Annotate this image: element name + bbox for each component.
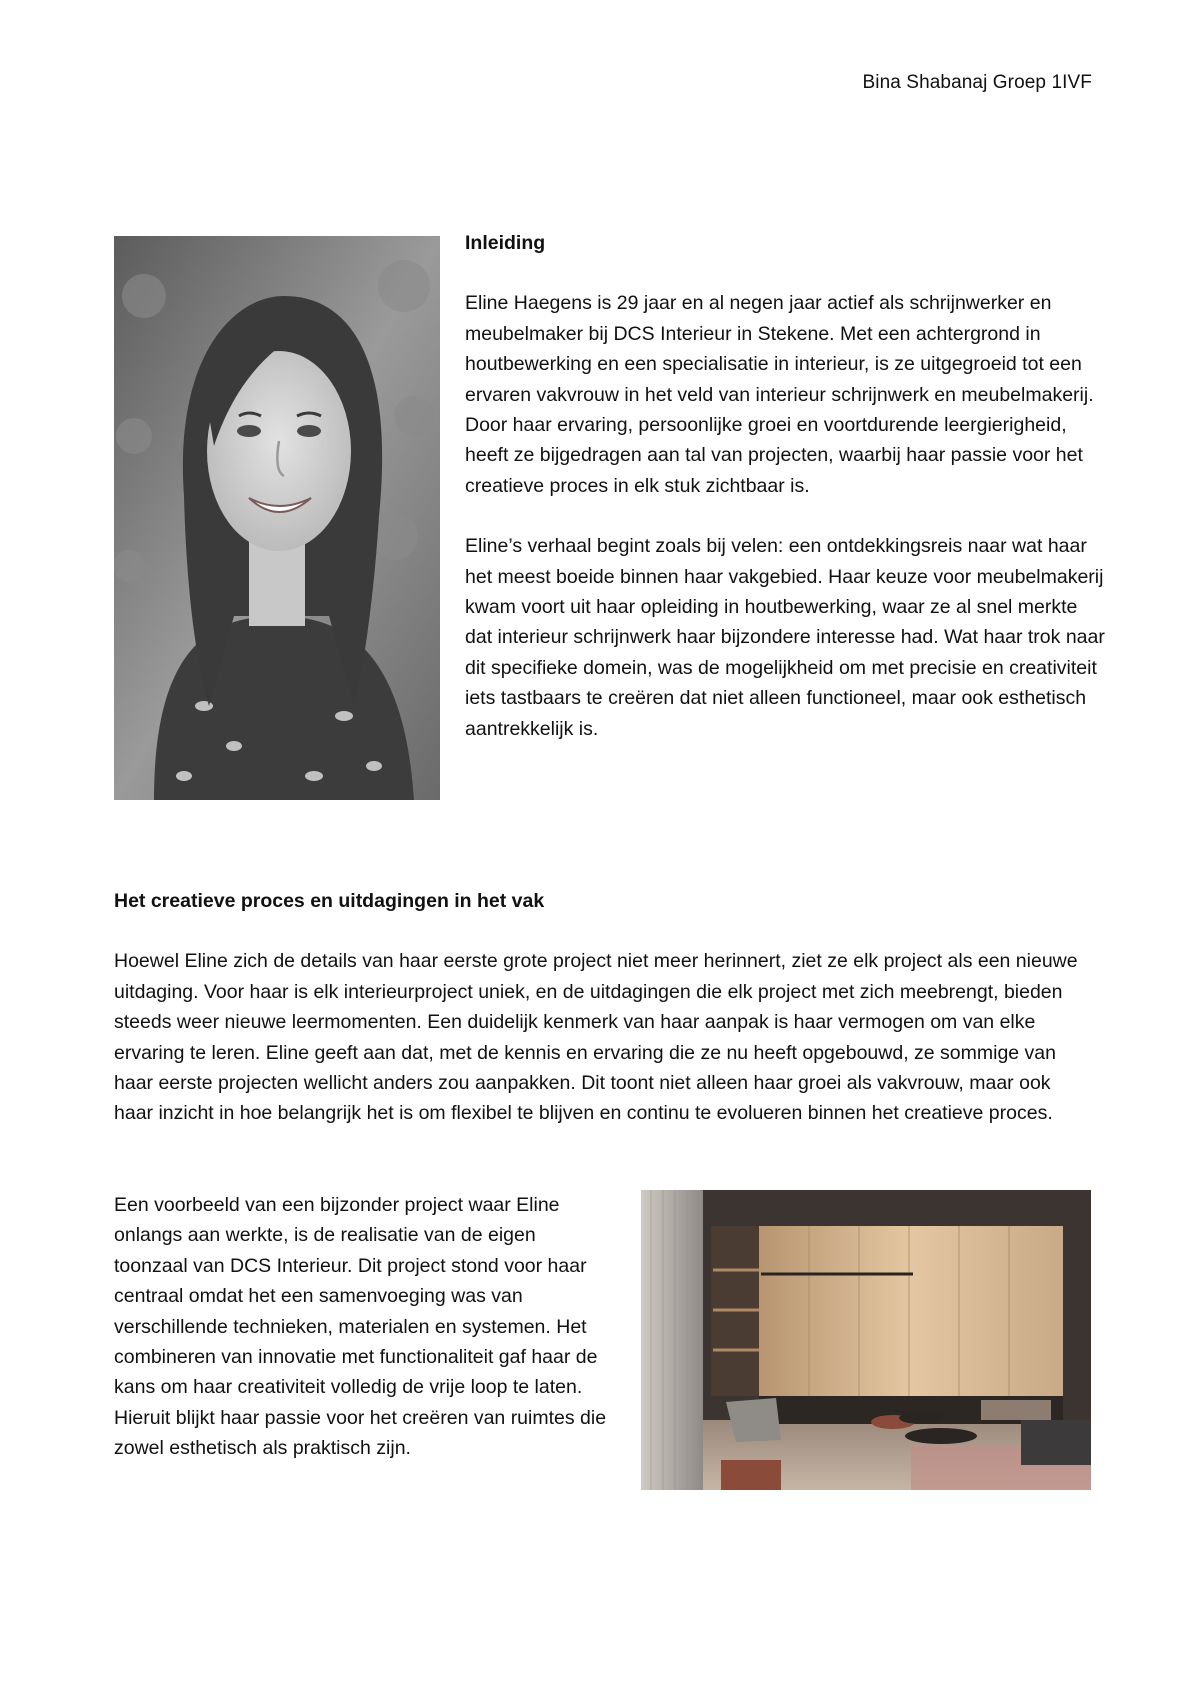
creative-process-heading: Het creatieve proces en uitdagingen in het vak <box>114 890 545 912</box>
creative-process-section <box>114 886 1094 1129</box>
intro-section <box>465 228 1105 774</box>
intro-paragraph-1: Eline Haegens is 29 jaar en al negen jaar actief als schrijnwerker en meubelmaker bij DCS Interieur in Stekene. Met een achtergrond in houtbewerking en een specialisatie in interieur, is ze uitgegroeid tot een ervaren vakvrouw in het veld van interieur schrijnwerk en meubelmakerij. Door haar ervaring, persoonlijke groei en voortdurende leergierigheid, heeft ze bijgedragen aan tal van projecten, waarbij haar passie voor het creatieve proces in elk stuk zichtbaar is. <box>465 292 1094 497</box>
creative-process-paragraph-2: Een voorbeeld van een bijzonder project waar Eline onlangs aan werkte, is de realisatie van de eigen toonzaal van DCS Interieur. Dit project stond voor haar centraal omdat het een samenvoeging was van verschillende technieken, materialen en systemen. Het combineren van innovatie met functionaliteit gaf haar de kans om haar creativiteit volledig de vrije loop te laten. Hieruit blijkt haar passie voor het creëren van ruimtes die zowel esthetisch als praktisch zijn. <box>114 1194 607 1460</box>
portrait-photo <box>114 236 440 800</box>
intro-paragraph-2: Eline’s verhaal begint zoals bij velen: een ontdekkingsreis naar wat haar het meest boeide binnen haar vakgebied. Haar keuze voor meubelmakerij kwam voort uit haar opleiding in houtbewerking, waar ze al snel merkte dat interieur schrijnwerk haar bijzondere interesse had. Wat haar trok naar dit specifieke domein, was de mogelijkheid om met precisie en creativiteit iets tastbaars te creëren dat niet alleen functioneel, maar ook esthetisch aantrekkelijk is. <box>465 535 1105 740</box>
document-header-author: Bina Shabanaj Groep 1IVF <box>862 72 1092 93</box>
intro-heading: Inleiding <box>465 232 546 254</box>
creative-process-paragraph-1: Hoewel Eline zich de details van haar eerste grote project niet meer herinnert, ziet ze elk project als een nieuwe uitdaging. Voor haar is elk interieurproject uniek, en de uitdagingen die elk project met zich meebrengt, bieden steeds weer nieuwe leermomenten. Een duidelijk kenmerk van haar aanpak is haar vermogen om van elke ervaring te leren. Eline geeft aan dat, met de kennis en ervaring die ze nu heeft opgebouwd, ze sommige van haar eerste projecten wellicht anders zou aanpakken. Dit toont niet alleen haar groei als vakvrouw, maar ook haar inzicht in hoe belangrijk het is om flexibel te blijven en continu te evolueren binnen het creatieve proces. <box>114 950 1078 1125</box>
showroom-photo <box>641 1190 1091 1490</box>
